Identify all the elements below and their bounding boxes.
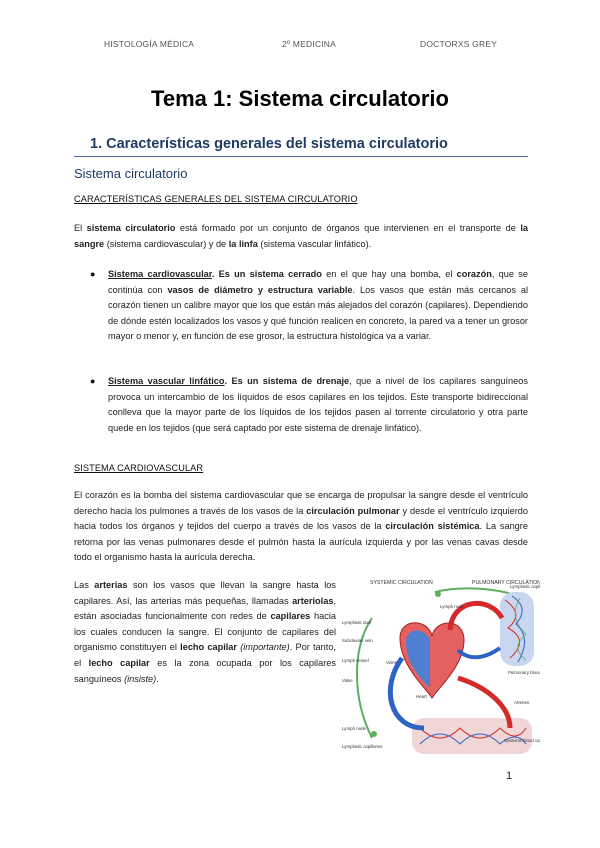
page-header xyxy=(0,39,600,51)
label-subclavian-vein: Subclavian vein xyxy=(342,638,373,643)
label-lymphatic-capillaries-top: Lymphatic capil xyxy=(510,584,540,589)
label-veins: Veins xyxy=(386,660,397,665)
lymph-vessel-top xyxy=(435,588,512,594)
label-lymphatic-capillaries-bottom: Lymphatic capillaries xyxy=(342,744,383,749)
vein-loop xyxy=(458,648,500,657)
label-lymph-vessel: Lymph vessel xyxy=(342,658,369,663)
pulmonary-capillaries xyxy=(500,592,534,666)
bullet-lymphatic: Sistema vascular linfático. Es un sistema de drenaje, que a nivel de los capilares sanguíneos provoca un intercambio de los líquidos de esos capilares en los tejidos. Este transporte bidireccional conlleva que la mayor parte de los líquidos de los tejidos pasen al torrente circulatorio y otra parte quede en los tejidos (que será captado por este sistema de drenaje linfático). xyxy=(108,376,528,433)
label-pulmonary-capillaries: Pulmonary blood xyxy=(508,670,540,675)
label-arteries: Arteries xyxy=(514,700,530,705)
caps-heading-cardiovascular: SISTEMA CARDIOVASCULAR xyxy=(74,463,204,473)
header-right: DOCTORXS GREY xyxy=(420,39,498,49)
caps-heading-general: CARACTERÍSTICAS GENERALES DEL SISTEMA CIRCULATORIO xyxy=(74,194,358,204)
lymph-vessel-left xyxy=(357,618,372,738)
heart xyxy=(400,623,464,698)
lymph-node-top xyxy=(435,591,441,597)
header-left: HISTOLOGÍA MÉDICA xyxy=(104,39,195,49)
label-valve: Valve xyxy=(342,678,353,683)
lymph-node-bottom xyxy=(371,731,377,737)
label-heart: Heart xyxy=(416,694,427,699)
page-title: Tema 1: Sistema circulatorio xyxy=(151,86,449,111)
header-center: 2º MEDICINA xyxy=(282,39,336,49)
bullet-cardiovascular: Sistema cardiovascular. Es un sistema cerrado en el que hay una bomba, el corazón, que se continúa con vasos de diámetro y estructura variable. Los vasos que están más cercanos al corazón tienen un calibre mayor que los que están más alejados del corazón (capilares). Dependiendo de dónde estén localizados los vasos y qué función realicen en concreto, la pared va a tener un grosor mayor o menor y, en función de ese grosor, la estructura histológica va a variar. xyxy=(108,269,529,342)
label-systemic-capillaries: Systemic blood ca xyxy=(504,738,540,743)
paragraph-heart: El corazón es la bomba del sistema cardiovascular que se encarga de propulsar la sangre desde el ventrículo derecho hacia los pulmones a través de los vasos de la circulación pulmonar y desde el ventrículo izquierdo hacia todos los órganos y tejidos del cuerpo a través de los vasos de la circulación sistémica. La sangre retorna por las venas pulmonares desde el pulmón hasta la aurícula izquierda y por las venas cavas desde todo el organismo hasta la aurícula derecha. xyxy=(74,490,529,563)
section-title: Características generales del sistema circulatorio xyxy=(106,136,448,152)
label-lymphatic-duct: Lymphatic duct xyxy=(342,620,372,625)
circulation-diagram xyxy=(340,578,540,756)
subsection-heading: Sistema circulatorio xyxy=(74,166,188,181)
paragraph-arteries: Las arterias son los vasos que llevan la sangre hasta los capilares. Así, las arterias más pequeñas, llamadas arteriolas, están asociadas funcionalmente con redes de capilares hacia los cuales conducen la sangre. El conjunto de capilares del organismo constituyen el lecho capilar (importante). Por tanto, el lecho capilar es la zona ocupada por los capilares sanguíneos (insiste). xyxy=(74,580,336,684)
label-lymph-node-top: Lymph node xyxy=(440,604,465,609)
systemic-capillaries xyxy=(412,718,532,754)
bullet-dot-2: ● xyxy=(90,376,96,386)
pulmonary-label: PULMONARY CIRCULATION xyxy=(472,580,540,586)
page-number: 1 xyxy=(506,770,513,782)
section-number: 1. xyxy=(90,136,103,152)
paragraph-intro: El sistema circulatorio está formado por un conjunto de órganos que intervienen en el transporte de la sangre (sistema cardiovascular) y de la linfa (sistema vascular linfático). xyxy=(74,223,528,249)
section-heading xyxy=(90,136,448,152)
section-divider xyxy=(74,156,528,157)
label-lymph-node-bottom: Lymph node xyxy=(342,726,367,731)
systemic-label: SYSTEMIC CIRCULATION xyxy=(370,580,433,586)
bullet-dot-1: ● xyxy=(90,269,96,279)
